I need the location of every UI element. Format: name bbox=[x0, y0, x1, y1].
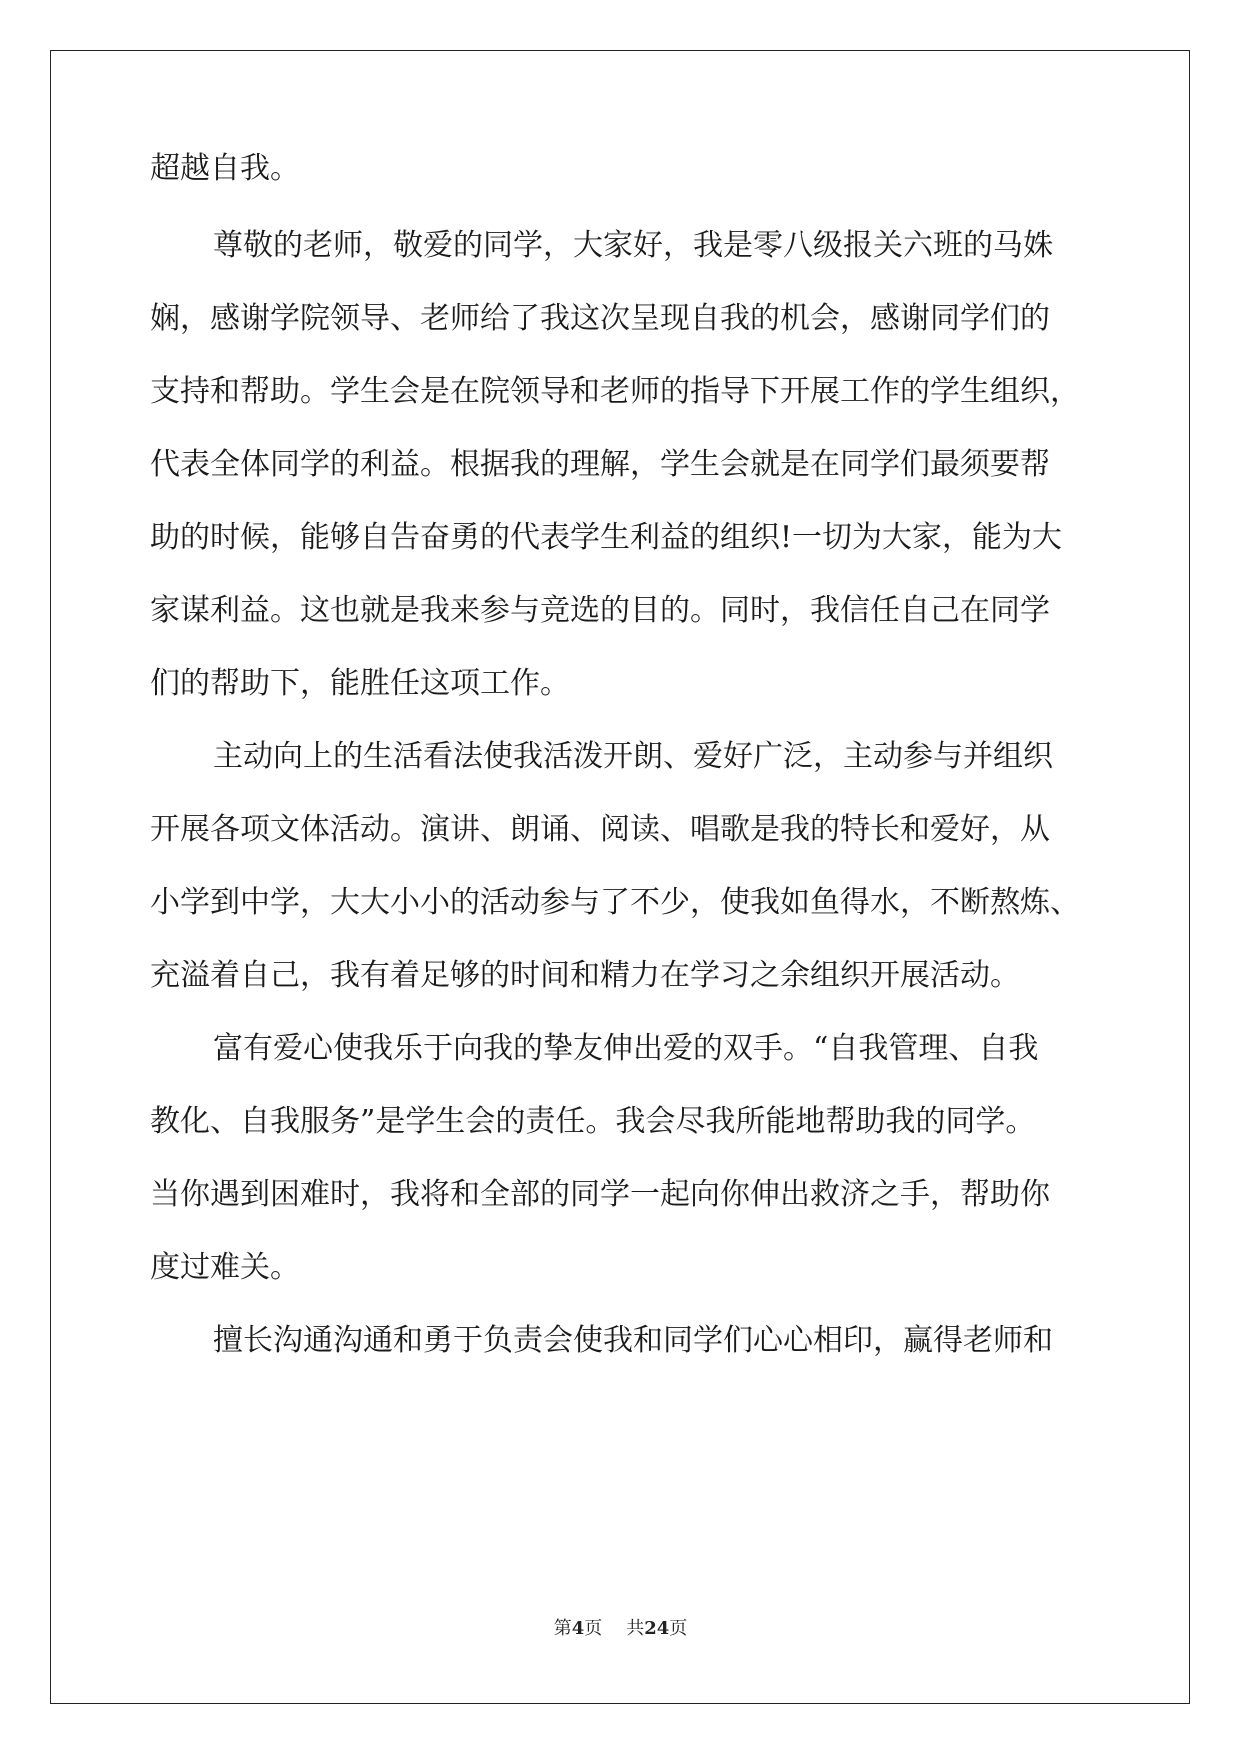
text-line-11: 小学到中学，大大小小的活动参与了不少，使我如鱼得水，不断熬炼、 bbox=[150, 885, 1080, 920]
text-line-5: 代表全体同学的利益。根据我的理解，学生会就是在同学们最须要帮 bbox=[150, 447, 1050, 482]
text-line-10: 开展各项文体活动。演讲、朗诵、阅读、唱歌是我的特长和爱好，从 bbox=[150, 812, 1050, 847]
text-line-12: 充溢着自己，我有着足够的时间和精力在学习之余组织开展活动。 bbox=[150, 958, 1020, 993]
page-prefix: 第 bbox=[553, 1618, 572, 1639]
text-line-9: 主动向上的生活看法使我活泼开朗、爱好广泛，主动参与并组织 bbox=[213, 739, 1053, 774]
text-line-1: 超越自我。 bbox=[150, 151, 300, 186]
text-line-8: 们的帮助下，能胜任这项工作。 bbox=[150, 666, 570, 701]
text-line-13: 富有爱心使我乐于向我的挚友伸出爱的双手。“自我管理、自我 bbox=[213, 1031, 1039, 1066]
text-line-16: 度过难关。 bbox=[150, 1250, 300, 1285]
text-line-17: 擅长沟通沟通和勇于负责会使我和同学们心心相印，赢得老师和 bbox=[213, 1323, 1053, 1358]
page-footer bbox=[0, 1614, 1241, 1640]
text-line-4: 支持和帮助。学生会是在院领导和老师的指导下开展工作的学生组织， bbox=[150, 374, 1080, 409]
text-line-2: 尊敬的老师，敬爱的同学，大家好，我是零八级报关六班的马姝 bbox=[213, 228, 1053, 263]
total-suffix: 页 bbox=[669, 1618, 688, 1639]
page-suffix: 页 bbox=[584, 1618, 603, 1639]
text-line-14: 教化、自我服务”是学生会的责任。我会尽我所能地帮助我的同学。 bbox=[150, 1104, 1036, 1139]
text-line-7: 家谋利益。这也就是我来参与竞选的目的。同时，我信任自己在同学 bbox=[150, 593, 1050, 628]
total-pages: 24 bbox=[644, 1618, 670, 1639]
text-line-6: 助的时候，能够自告奋勇的代表学生利益的组织!一切为大家，能为大 bbox=[150, 520, 1063, 555]
text-line-15: 当你遇到困难时，我将和全部的同学一起向你伸出救济之手，帮助你 bbox=[150, 1177, 1050, 1212]
page-number: 4 bbox=[571, 1618, 585, 1639]
text-line-3: 娴，感谢学院领导、老师给了我这次呈现自我的机会，感谢同学们的 bbox=[150, 301, 1050, 336]
total-prefix: 共 bbox=[626, 1618, 645, 1639]
